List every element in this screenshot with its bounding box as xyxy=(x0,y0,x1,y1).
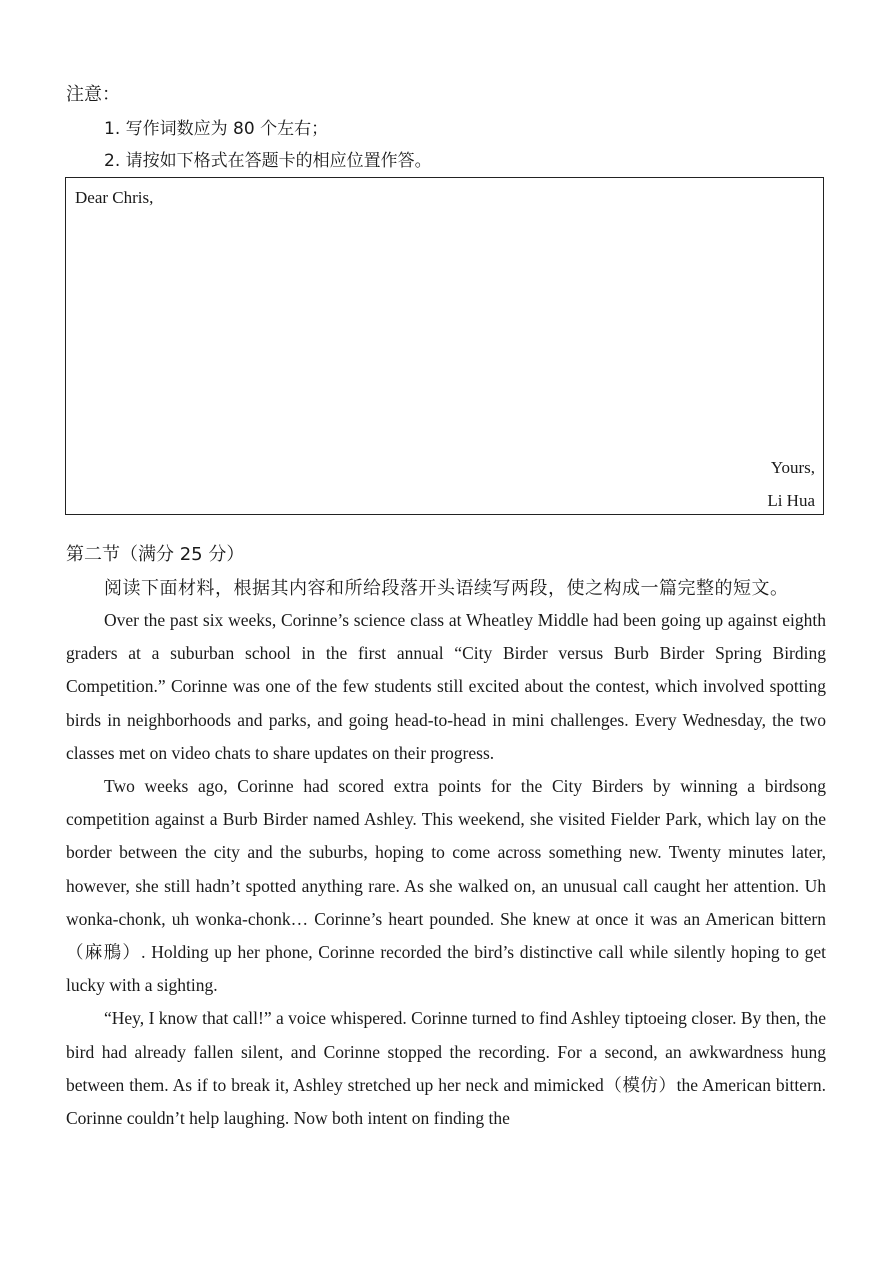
letter-closing-yours: Yours, xyxy=(770,458,815,477)
letter-closing xyxy=(767,451,815,517)
letter-signature: Li Hua xyxy=(767,491,815,510)
section-instruction: 阅读下面材料，根据其内容和所给段落开头语续写两段，使之构成一篇完整的短文。 xyxy=(104,578,789,599)
letter-salutation: Dear Chris, xyxy=(75,188,154,207)
reading-passage xyxy=(66,604,826,1135)
section-title: 第二节（满分 25 分） xyxy=(66,544,245,565)
notice-title: 注意： xyxy=(66,84,120,105)
notice-item-word-count: 1. 写作词数应为 80 个左右； xyxy=(104,119,329,139)
passage-paragraph: “Hey, I know that call!” a voice whispered. Corinne turned to find Ashley tiptoeing closer. By then, the bird had already fallen silent, and Corinne stopped the recording. For a second, an awkwardness hung between them. As if to break it, Ashley stretched up her neck and mimicked（模仿）the American bittern. Corinne couldn’t help laughing. Now both intent on finding the xyxy=(66,1008,826,1129)
passage-paragraph: Over the past six weeks, Corinne’s science class at Wheatley Middle had been going up against eighth graders at a suburban school in the first annual “City Birder versus Burb Birder Spring Birding Competition.” Corinne was one of the few students still excited about the contest, which involved spotting birds in neighborhoods and parks, and going head-to-head in mini challenges. Every Wednesday, the two classes met on video chats to share updates on their progress. xyxy=(66,610,826,763)
passage-paragraph: Two weeks ago, Corinne had scored extra points for the City Birders by winning a birdsong competition against a Burb Birder named Ashley. This weekend, she visited Fielder Park, which lay on the border between the city and the suburbs, hoping to come across something new. Twenty minutes later, however, she still hadn’t spotted anything rare. As she walked on, an unusual call caught her attention. Uh wonka-chonk, uh wonka-chonk… Corinne’s heart pounded. She knew at once it was an American bittern（麻鳽）. Holding up her phone, Corinne recorded the bird’s distinctive call while silently hoping to get lucky with a sighting. xyxy=(66,776,826,996)
notice-item-format: 2. 请按如下格式在答题卡的相应位置作答。 xyxy=(104,151,432,171)
answer-box xyxy=(65,177,824,515)
